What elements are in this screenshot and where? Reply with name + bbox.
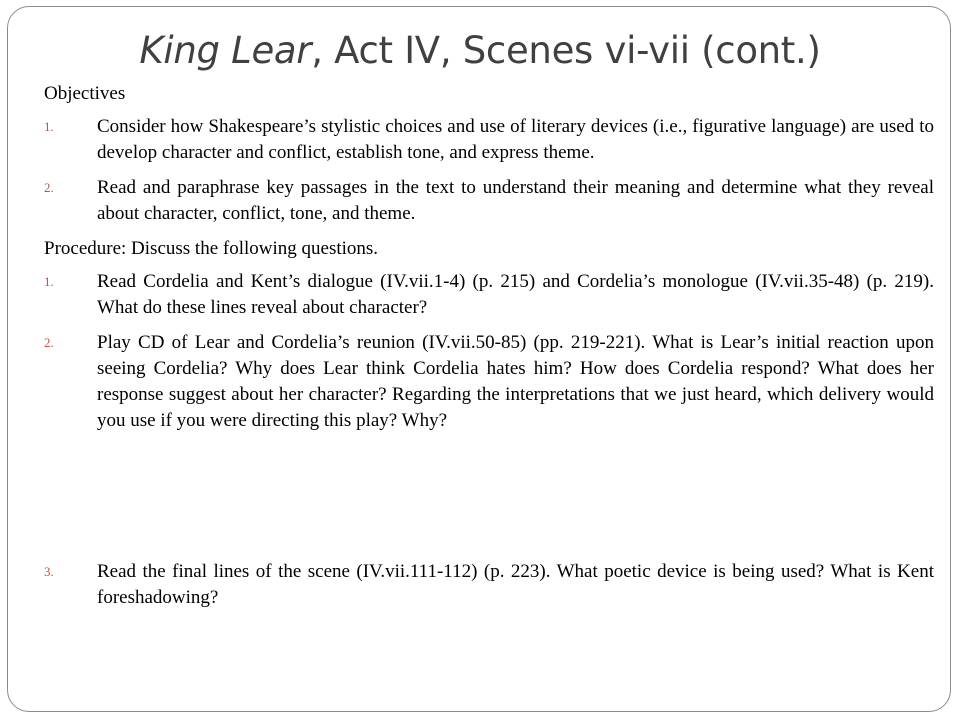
procedure-item-1 — [44, 269, 934, 321]
list-number: 2. — [44, 180, 54, 195]
title-scene-info: , Act IV, Scenes vi-vii (cont.) — [311, 29, 821, 72]
list-number: 1. — [44, 119, 54, 134]
procedure-heading: Procedure: Discuss the following questions. — [44, 238, 379, 259]
procedure-item-3 — [44, 559, 934, 611]
objectives-heading: Objectives — [44, 83, 126, 104]
objective-item-2 — [44, 175, 934, 227]
slide-body — [44, 81, 934, 620]
list-number: 1. — [44, 274, 54, 289]
procedure-text: Play CD of Lear and Cordelia’s reunion (IV.vii.50-85) (pp. 219-221). What is Lear’s initial reaction upon seeing Cordelia? Why does Lear think Cordelia hates him? How does Cordelia respond? What does her response suggest about her character? Regarding the interpretations that we just heard, which delivery would you use if you were directing this play? Why? — [97, 332, 934, 431]
list-number: 2. — [44, 335, 54, 350]
objective-text: Read and paraphrase key passages in the text to understand their meaning and determine what they reveal about character, conflict, tone, and theme. — [97, 177, 934, 224]
slide — [7, 6, 951, 712]
title-play-name: King Lear — [139, 29, 312, 72]
procedure-item-2 — [44, 330, 934, 434]
procedure-text: Read Cordelia and Kent’s dialogue (IV.vii.1-4) (p. 215) and Cordelia’s monologue (IV.vii.35-48) (p. 219). What do these lines reveal about character? — [97, 271, 934, 318]
procedure-text: Read the final lines of the scene (IV.vii.111-112) (p. 223). What poetic device is being used? What is Kent foreshadowing? — [97, 561, 934, 608]
slide-title — [8, 29, 951, 73]
spacer — [44, 443, 934, 559]
list-number: 3. — [44, 564, 54, 579]
objective-item-1 — [44, 114, 934, 166]
objective-text: Consider how Shakespeare’s stylistic choices and use of literary devices (i.e., figurative language) are used to develop character and conflict, establish tone, and express theme. — [97, 116, 934, 163]
